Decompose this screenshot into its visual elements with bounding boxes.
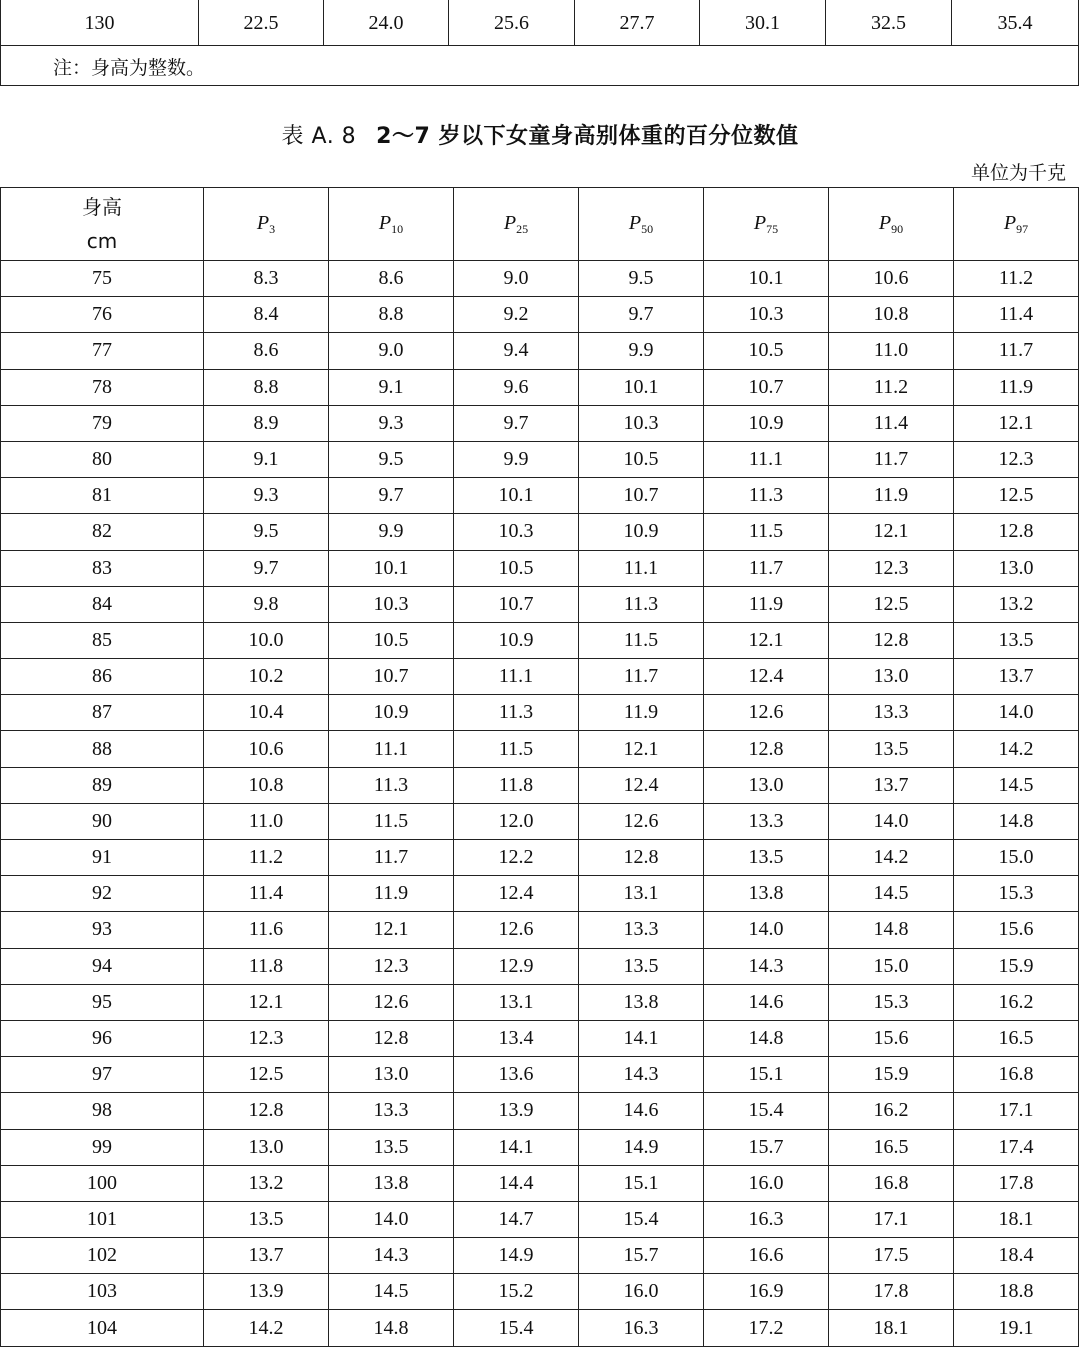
height-cell: 94 — [1, 948, 204, 984]
value-cell: 12.3 — [329, 948, 454, 984]
table-row — [1, 659, 1079, 695]
height-cell: 76 — [1, 297, 204, 333]
value-cell: 17.2 — [704, 1310, 829, 1346]
value-cell: 10.5 — [329, 622, 454, 658]
value-cell: 13.5 — [579, 948, 704, 984]
value-cell: 13.0 — [204, 1129, 329, 1165]
value-cell: 16.2 — [829, 1093, 954, 1129]
value-cell: 9.2 — [454, 297, 579, 333]
value-cell: 12.5 — [829, 586, 954, 622]
percentile-header: $P_3$ — [204, 188, 329, 261]
value-cell: 10.3 — [329, 586, 454, 622]
value-cell: 11.5 — [454, 731, 579, 767]
percentile-header: $P_{97}$ — [954, 188, 1079, 261]
value-cell: 27.7 — [575, 0, 700, 46]
value-cell: 9.7 — [204, 550, 329, 586]
header-row — [1, 188, 1079, 261]
value-cell: 10.9 — [579, 514, 704, 550]
value-cell: 9.8 — [204, 586, 329, 622]
table-note: 注：身高为整数。 — [1, 46, 1079, 86]
value-cell: 11.3 — [579, 586, 704, 622]
value-cell: 11.2 — [954, 261, 1079, 297]
table-row — [1, 1057, 1079, 1093]
value-cell: 14.2 — [204, 1310, 329, 1346]
value-cell: 11.0 — [204, 803, 329, 839]
height-cell: 98 — [1, 1093, 204, 1129]
value-cell: 9.1 — [329, 369, 454, 405]
height-cell: 82 — [1, 514, 204, 550]
value-cell: 11.4 — [204, 876, 329, 912]
value-cell: 9.9 — [579, 333, 704, 369]
height-cell: 83 — [1, 550, 204, 586]
value-cell: 13.3 — [829, 695, 954, 731]
value-cell: 14.8 — [329, 1310, 454, 1346]
value-cell: 11.5 — [579, 622, 704, 658]
table-row — [1, 514, 1079, 550]
value-cell: 13.8 — [329, 1165, 454, 1201]
table-row — [1, 586, 1079, 622]
value-cell: 13.1 — [579, 876, 704, 912]
value-cell: 11.4 — [829, 405, 954, 441]
value-cell: 13.0 — [704, 767, 829, 803]
value-cell: 11.4 — [954, 297, 1079, 333]
value-cell: 15.4 — [454, 1310, 579, 1346]
height-cell: 78 — [1, 369, 204, 405]
value-cell: 10.3 — [579, 405, 704, 441]
table-row — [1, 441, 1079, 477]
value-cell: 13.5 — [204, 1201, 329, 1237]
value-cell: 13.3 — [704, 803, 829, 839]
value-cell: 12.6 — [454, 912, 579, 948]
value-cell: 14.4 — [454, 1165, 579, 1201]
height-cell: 81 — [1, 478, 204, 514]
value-cell: 10.9 — [454, 622, 579, 658]
height-header-unit: cm — [86, 229, 118, 253]
value-cell: 10.8 — [829, 297, 954, 333]
value-cell: 11.3 — [329, 767, 454, 803]
value-cell: 9.7 — [329, 478, 454, 514]
value-cell: 12.1 — [579, 731, 704, 767]
value-cell: 11.8 — [204, 948, 329, 984]
height-cell: 84 — [1, 586, 204, 622]
value-cell: 12.4 — [579, 767, 704, 803]
height-cell: 77 — [1, 333, 204, 369]
value-cell: 15.7 — [704, 1129, 829, 1165]
value-cell: 14.5 — [329, 1274, 454, 1310]
value-cell: 11.7 — [954, 333, 1079, 369]
table-number: 表 A. 8 — [281, 124, 357, 149]
value-cell: 14.8 — [954, 803, 1079, 839]
value-cell: 12.1 — [329, 912, 454, 948]
value-cell: 12.3 — [204, 1020, 329, 1056]
value-cell: 14.8 — [829, 912, 954, 948]
value-cell: 16.5 — [829, 1129, 954, 1165]
value-cell: 13.2 — [954, 586, 1079, 622]
value-cell: 16.9 — [704, 1274, 829, 1310]
value-cell: 12.8 — [329, 1020, 454, 1056]
value-cell: 18.1 — [829, 1310, 954, 1346]
table-row — [1, 478, 1079, 514]
height-cell: 75 — [1, 261, 204, 297]
percentile-header: $P_{10}$ — [329, 188, 454, 261]
table-row — [1, 912, 1079, 948]
value-cell: 8.8 — [204, 369, 329, 405]
value-cell: 17.8 — [954, 1165, 1079, 1201]
value-cell: 12.6 — [329, 984, 454, 1020]
value-cell: 17.8 — [829, 1274, 954, 1310]
value-cell: 9.4 — [454, 333, 579, 369]
value-cell: 12.8 — [704, 731, 829, 767]
value-cell: 11.5 — [704, 514, 829, 550]
value-cell: 12.8 — [579, 840, 704, 876]
value-cell: 12.1 — [954, 405, 1079, 441]
value-cell: 32.5 — [826, 0, 952, 46]
value-cell: 8.6 — [329, 261, 454, 297]
value-cell: 14.2 — [829, 840, 954, 876]
table-row — [1, 840, 1079, 876]
value-cell: 14.1 — [579, 1020, 704, 1056]
table-row — [1, 948, 1079, 984]
value-cell: 30.1 — [700, 0, 826, 46]
height-cell: 90 — [1, 803, 204, 839]
value-cell: 13.7 — [829, 767, 954, 803]
value-cell: 11.3 — [454, 695, 579, 731]
value-cell: 13.0 — [829, 659, 954, 695]
value-cell: 10.1 — [704, 261, 829, 297]
value-cell: 13.8 — [579, 984, 704, 1020]
value-cell: 14.0 — [829, 803, 954, 839]
value-cell: 10.7 — [579, 478, 704, 514]
value-cell: 17.4 — [954, 1129, 1079, 1165]
value-cell: 16.8 — [954, 1057, 1079, 1093]
value-cell: 12.8 — [829, 622, 954, 658]
value-cell: 14.6 — [704, 984, 829, 1020]
table-row — [1, 1201, 1079, 1237]
value-cell: 15.1 — [704, 1057, 829, 1093]
value-cell: 11.0 — [829, 333, 954, 369]
table-row — [1, 1020, 1079, 1056]
value-cell: 13.5 — [829, 731, 954, 767]
height-column-header — [1, 188, 204, 261]
value-cell: 12.1 — [204, 984, 329, 1020]
value-cell: 11.1 — [454, 659, 579, 695]
height-cell: 103 — [1, 1274, 204, 1310]
height-cell: 97 — [1, 1057, 204, 1093]
value-cell: 10.5 — [704, 333, 829, 369]
value-cell: 10.5 — [579, 441, 704, 477]
value-cell: 11.7 — [704, 550, 829, 586]
value-cell: 11.1 — [329, 731, 454, 767]
value-cell: 25.6 — [449, 0, 575, 46]
value-cell: 11.2 — [829, 369, 954, 405]
height-cell: 104 — [1, 1310, 204, 1346]
value-cell: 10.9 — [329, 695, 454, 731]
table-row — [1, 767, 1079, 803]
value-cell: 13.7 — [204, 1238, 329, 1274]
value-cell: 12.6 — [579, 803, 704, 839]
value-cell: 10.3 — [454, 514, 579, 550]
height-cell: 100 — [1, 1165, 204, 1201]
value-cell: 14.2 — [954, 731, 1079, 767]
value-cell: 15.9 — [829, 1057, 954, 1093]
table-row — [1, 405, 1079, 441]
height-cell: 88 — [1, 731, 204, 767]
value-cell: 13.1 — [454, 984, 579, 1020]
value-cell: 11.1 — [704, 441, 829, 477]
value-cell: 16.5 — [954, 1020, 1079, 1056]
value-cell: 13.5 — [704, 840, 829, 876]
value-cell: 12.1 — [829, 514, 954, 550]
table-row — [1, 550, 1079, 586]
height-cell: 99 — [1, 1129, 204, 1165]
value-cell: 12.4 — [454, 876, 579, 912]
value-cell: 15.4 — [704, 1093, 829, 1129]
table-row — [1, 0, 1079, 46]
value-cell: 16.3 — [704, 1201, 829, 1237]
value-cell: 10.7 — [329, 659, 454, 695]
value-cell: 13.3 — [579, 912, 704, 948]
value-cell: 13.6 — [454, 1057, 579, 1093]
value-cell: 22.5 — [199, 0, 324, 46]
previous-table-fragment — [0, 0, 1079, 86]
height-cell: 86 — [1, 659, 204, 695]
value-cell: 13.0 — [329, 1057, 454, 1093]
table-row — [1, 261, 1079, 297]
value-cell: 13.3 — [329, 1093, 454, 1129]
value-cell: 11.6 — [204, 912, 329, 948]
value-cell: 17.1 — [954, 1093, 1079, 1129]
value-cell: 10.5 — [454, 550, 579, 586]
value-cell: 10.6 — [829, 261, 954, 297]
height-cell: 87 — [1, 695, 204, 731]
value-cell: 15.3 — [954, 876, 1079, 912]
value-cell: 9.9 — [329, 514, 454, 550]
value-cell: 10.2 — [204, 659, 329, 695]
height-cell: 92 — [1, 876, 204, 912]
value-cell: 11.5 — [329, 803, 454, 839]
table-row — [1, 1238, 1079, 1274]
value-cell: 11.2 — [204, 840, 329, 876]
table-row — [1, 731, 1079, 767]
value-cell: 11.9 — [579, 695, 704, 731]
value-cell: 10.1 — [329, 550, 454, 586]
value-cell: 11.1 — [579, 550, 704, 586]
table-row — [1, 984, 1079, 1020]
value-cell: 17.1 — [829, 1201, 954, 1237]
table-row — [1, 803, 1079, 839]
value-cell: 9.3 — [204, 478, 329, 514]
value-cell: 9.9 — [454, 441, 579, 477]
value-cell: 14.5 — [829, 876, 954, 912]
value-cell: 16.0 — [579, 1274, 704, 1310]
value-cell: 10.0 — [204, 622, 329, 658]
value-cell: 8.4 — [204, 297, 329, 333]
table-row — [1, 622, 1079, 658]
value-cell: 10.4 — [204, 695, 329, 731]
percentile-header: $P_{50}$ — [579, 188, 704, 261]
table-row — [1, 333, 1079, 369]
value-cell: 11.3 — [704, 478, 829, 514]
value-cell: 14.3 — [704, 948, 829, 984]
height-cell: 96 — [1, 1020, 204, 1056]
value-cell: 11.9 — [704, 586, 829, 622]
value-cell: 15.6 — [954, 912, 1079, 948]
height-header-label: 身高 — [82, 195, 122, 219]
value-cell: 8.9 — [204, 405, 329, 441]
value-cell: 12.5 — [954, 478, 1079, 514]
value-cell: 12.3 — [829, 550, 954, 586]
value-cell: 9.5 — [204, 514, 329, 550]
height-cell: 85 — [1, 622, 204, 658]
value-cell: 12.1 — [704, 622, 829, 658]
table-row — [1, 876, 1079, 912]
value-cell: 8.3 — [204, 261, 329, 297]
value-cell: 12.4 — [704, 659, 829, 695]
value-cell: 9.0 — [329, 333, 454, 369]
value-cell: 10.1 — [454, 478, 579, 514]
value-cell: 18.4 — [954, 1238, 1079, 1274]
value-cell: 15.1 — [579, 1165, 704, 1201]
value-cell: 13.8 — [704, 876, 829, 912]
height-cell: 80 — [1, 441, 204, 477]
value-cell: 10.9 — [704, 405, 829, 441]
table-row — [1, 1310, 1079, 1346]
value-cell: 15.0 — [829, 948, 954, 984]
value-cell: 11.7 — [829, 441, 954, 477]
percentile-header: $P_{90}$ — [829, 188, 954, 261]
value-cell: 13.9 — [204, 1274, 329, 1310]
value-cell: 12.2 — [454, 840, 579, 876]
value-cell: 9.7 — [579, 297, 704, 333]
value-cell: 10.6 — [204, 731, 329, 767]
value-cell: 16.8 — [829, 1165, 954, 1201]
value-cell: 14.8 — [704, 1020, 829, 1056]
height-cell: 102 — [1, 1238, 204, 1274]
height-cell: 91 — [1, 840, 204, 876]
table-row — [1, 695, 1079, 731]
value-cell: 14.0 — [704, 912, 829, 948]
value-cell: 11.9 — [954, 369, 1079, 405]
value-cell: 15.3 — [829, 984, 954, 1020]
value-cell: 12.6 — [704, 695, 829, 731]
height-cell: 89 — [1, 767, 204, 803]
value-cell: 13.9 — [454, 1093, 579, 1129]
value-cell: 16.6 — [704, 1238, 829, 1274]
value-cell: 11.7 — [329, 840, 454, 876]
height-cell: 79 — [1, 405, 204, 441]
value-cell: 24.0 — [324, 0, 449, 46]
table-title-text: 2～7 岁以下女童身高别体重的百分位数值 — [376, 124, 799, 149]
value-cell: 15.2 — [454, 1274, 579, 1310]
value-cell: 9.7 — [454, 405, 579, 441]
value-cell: 15.6 — [829, 1020, 954, 1056]
value-cell: 9.5 — [329, 441, 454, 477]
table-row — [1, 1093, 1079, 1129]
value-cell: 16.3 — [579, 1310, 704, 1346]
value-cell: 10.8 — [204, 767, 329, 803]
value-cell: 11.8 — [454, 767, 579, 803]
value-cell: 13.2 — [204, 1165, 329, 1201]
value-cell: 11.9 — [829, 478, 954, 514]
value-cell: 14.9 — [454, 1238, 579, 1274]
value-cell: 9.5 — [579, 261, 704, 297]
value-cell: 14.7 — [454, 1201, 579, 1237]
value-cell: 14.0 — [329, 1201, 454, 1237]
value-cell: 16.0 — [704, 1165, 829, 1201]
percentile-header: $P_{25}$ — [454, 188, 579, 261]
value-cell: 9.1 — [204, 441, 329, 477]
value-cell: 9.6 — [454, 369, 579, 405]
table-row — [1, 1274, 1079, 1310]
value-cell: 12.9 — [454, 948, 579, 984]
value-cell: 14.3 — [329, 1238, 454, 1274]
percentile-header: $P_{75}$ — [704, 188, 829, 261]
value-cell: 10.7 — [454, 586, 579, 622]
table-title — [0, 119, 1080, 150]
height-cell: 93 — [1, 912, 204, 948]
value-cell: 8.8 — [329, 297, 454, 333]
value-cell: 9.0 — [454, 261, 579, 297]
value-cell: 18.1 — [954, 1201, 1079, 1237]
value-cell: 14.1 — [454, 1129, 579, 1165]
height-cell: 101 — [1, 1201, 204, 1237]
value-cell: 14.6 — [579, 1093, 704, 1129]
value-cell: 18.8 — [954, 1274, 1079, 1310]
value-cell: 13.7 — [954, 659, 1079, 695]
value-cell: 10.3 — [704, 297, 829, 333]
value-cell: 13.5 — [954, 622, 1079, 658]
value-cell: 14.9 — [579, 1129, 704, 1165]
value-cell: 12.0 — [454, 803, 579, 839]
value-cell: 14.0 — [954, 695, 1079, 731]
percentile-table — [0, 187, 1079, 1347]
value-cell: 13.5 — [329, 1129, 454, 1165]
value-cell: 12.8 — [954, 514, 1079, 550]
unit-note: 单位为千克 — [970, 162, 1066, 184]
value-cell: 11.9 — [329, 876, 454, 912]
value-cell: 15.4 — [579, 1201, 704, 1237]
value-cell: 10.7 — [704, 369, 829, 405]
table-row — [1, 297, 1079, 333]
value-cell: 35.4 — [952, 0, 1079, 46]
value-cell: 10.1 — [579, 369, 704, 405]
height-cell: 95 — [1, 984, 204, 1020]
table-row — [1, 1129, 1079, 1165]
table-row — [1, 369, 1079, 405]
value-cell: 17.5 — [829, 1238, 954, 1274]
value-cell: 13.0 — [954, 550, 1079, 586]
value-cell: 12.5 — [204, 1057, 329, 1093]
value-cell: 14.3 — [579, 1057, 704, 1093]
height-cell: 130 — [1, 0, 199, 46]
value-cell: 15.0 — [954, 840, 1079, 876]
value-cell: 19.1 — [954, 1310, 1079, 1346]
value-cell: 11.7 — [579, 659, 704, 695]
value-cell: 13.4 — [454, 1020, 579, 1056]
value-cell: 16.2 — [954, 984, 1079, 1020]
value-cell: 15.7 — [579, 1238, 704, 1274]
value-cell: 9.3 — [329, 405, 454, 441]
value-cell: 12.3 — [954, 441, 1079, 477]
value-cell: 12.8 — [204, 1093, 329, 1129]
value-cell: 8.6 — [204, 333, 329, 369]
value-cell: 14.5 — [954, 767, 1079, 803]
table-row — [1, 1165, 1079, 1201]
value-cell: 15.9 — [954, 948, 1079, 984]
